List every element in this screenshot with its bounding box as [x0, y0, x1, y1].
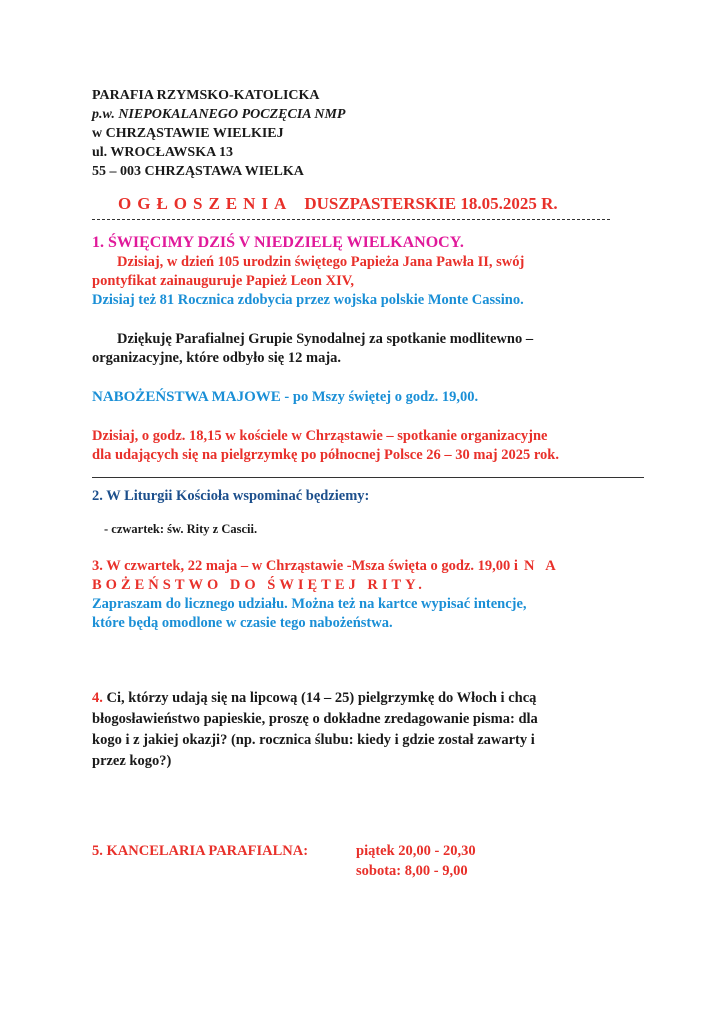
s4-line1 [92, 690, 536, 707]
may-devotions [92, 389, 478, 406]
s3-line2: BOŻEŃSTWO DO ŚWIĘTEJ RITY. [92, 577, 426, 593]
office-hours-friday: piątek 20,00 - 20,30 [356, 843, 476, 859]
may-devotions-time: - po Mszy świętej o godz. 19,00. [280, 389, 479, 405]
title-rest: DUSZPASTERSKIE 18.05.2025 R. [304, 194, 558, 213]
section-divider [92, 477, 644, 478]
pilgrimage-meeting-2: dla udających się na pielgrzymkę po północnej Polsce 26 – 30 maj 2025 rok. [92, 447, 559, 463]
pilgrimage-meeting-1: Dzisiaj, o godz. 18,15 w kościele w Chrząstawie – spotkanie organizacyjne [92, 428, 548, 444]
parish-name: PARAFIA RZYMSKO-KATOLICKA [92, 88, 320, 103]
parish-street: ul. WROCŁAWSKA 13 [92, 145, 233, 160]
office-hours-label: 5. KANCELARIA PARAFIALNA: [92, 843, 309, 859]
synod-thanks-2: organizacyjne, które odbyło się 12 maja. [92, 350, 342, 366]
title-divider [92, 219, 610, 220]
s4-line4: przez kogo?) [92, 753, 172, 769]
s1-line1: Dzisiaj, w dzień 105 urodzin świętego Papieża Jana Pawła II, swój [117, 254, 525, 270]
parish-postal: 55 – 003 CHRZĄSTAWA WIELKA [92, 164, 304, 179]
may-devotions-label: NABOŻEŃSTWA MAJOWE [92, 389, 281, 405]
s1-line3: Dzisiaj też 81 Rocznica zdobycia przez wojska polskie Monte Cassino. [92, 292, 524, 308]
s3-line4: które będą omodlone w czasie tego nabożeństwa. [92, 615, 393, 631]
s3-line3: Zapraszam do licznego udziału. Można też na kartce wypisać intencje, [92, 596, 527, 612]
parish-patron: p.w. NIEPOKALANEGO POCZĘCIA NMP [92, 107, 346, 122]
s4-number: 4. [92, 690, 103, 706]
s3-line1 [92, 558, 560, 575]
s2-heading: 2. W Liturgii Kościoła wspominać będziemy: [92, 488, 370, 504]
synod-thanks-1: Dziękuję Parafialnej Grupie Synodalnej za spotkanie modlitewno – [117, 331, 534, 347]
s4-line3: kogo i z jakiej okazji? (np. rocznica ślubu: kiedy i gdzie został zawarty i [92, 732, 535, 748]
s3-line1-text: 3. W czwartek, 22 maja – w Chrząstawie -Msza święta o godz. 19,00 i [92, 558, 518, 574]
office-hours-saturday: sobota: 8,00 - 9,00 [356, 863, 468, 879]
s1-heading: 1. ŚWIĘCIMY DZIŚ V NIEDZIELĘ WIELKANOCY. [92, 234, 464, 251]
s3-line1-end: N A [523, 558, 560, 574]
s4-line1-text: Ci, którzy udają się na lipcową (14 – 25) pielgrzymkę do Włoch i chcą [102, 690, 537, 706]
s2-item: - czwartek: św. Rity z Cascii. [104, 522, 258, 536]
parish-location: w CHRZĄSTAWIE WIELKIEJ [92, 126, 284, 141]
title-word: OGŁOSZENIA [118, 194, 293, 213]
s1-line2: pontyfikat zainauguruje Papież Leon XIV, [92, 273, 354, 289]
page-title [118, 194, 558, 214]
s4-line2: błogosławieństwo papieskie, proszę o dokładne zredagowanie pisma: dla [92, 711, 538, 727]
